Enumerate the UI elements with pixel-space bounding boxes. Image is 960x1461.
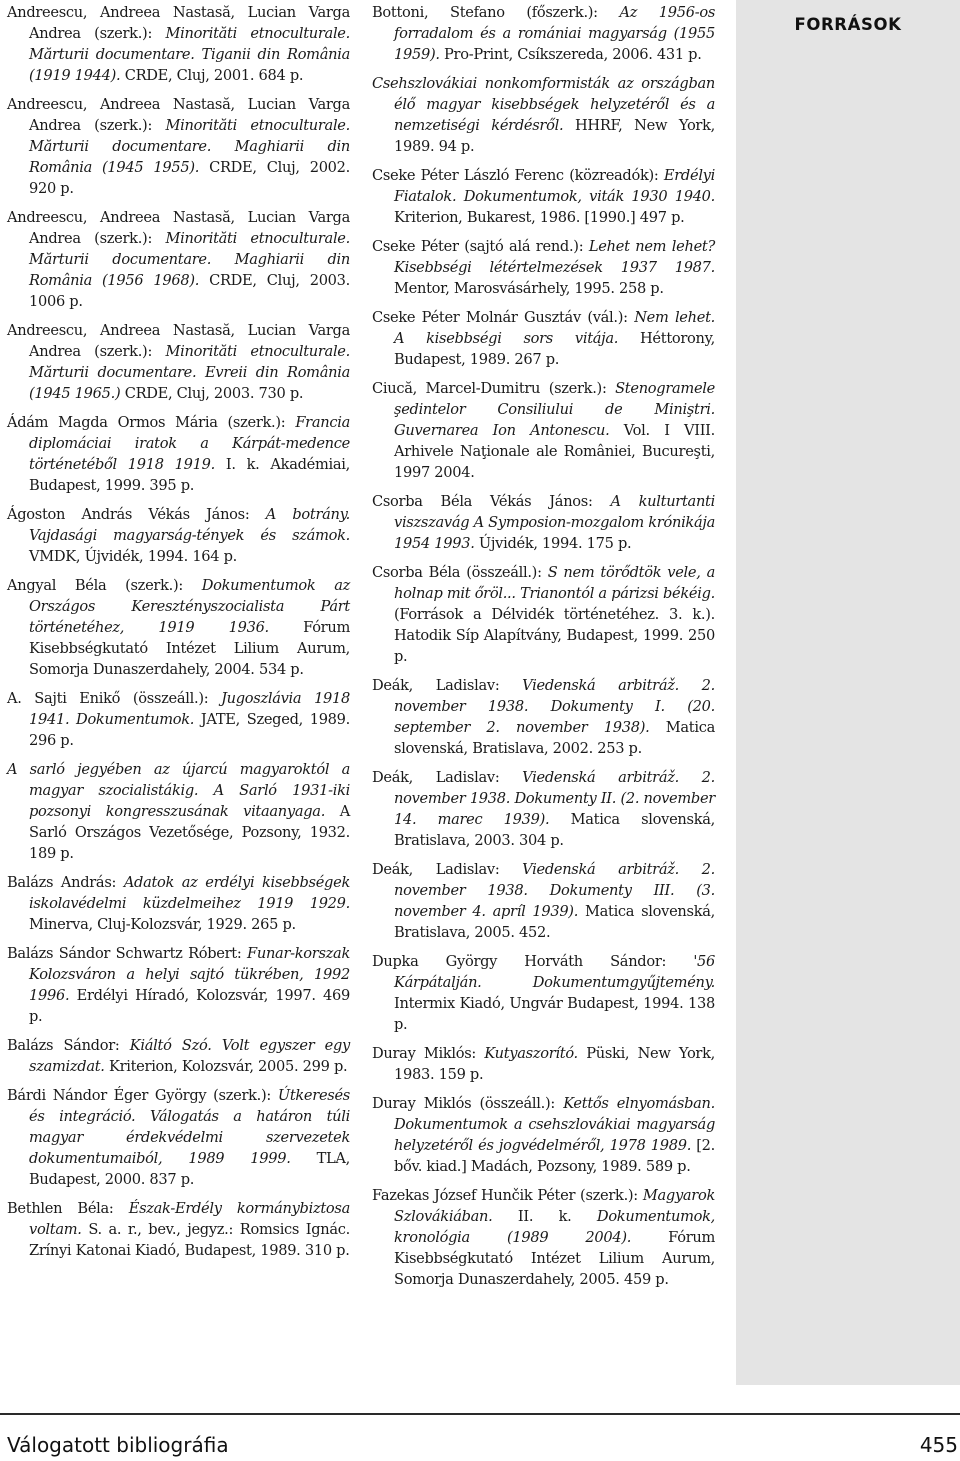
entry-text: Bárdi Nándor Éger György (szerk.):: [7, 1087, 278, 1104]
bibliography-entry: [372, 1043, 715, 1085]
bibliography-entry: [7, 1198, 350, 1261]
entry-text: [2. bőv. kiad.] Madách, Pozsony, 1989. 589 p.: [394, 1137, 716, 1175]
entry-text: Kriterion, Kolozsvár, 2005. 299 p.: [104, 1058, 348, 1075]
bibliography-entry: [7, 759, 350, 864]
entry-text: Bottoni, Stefano (főszerk.):: [372, 4, 620, 21]
entry-title: Útkeresés és integráció. Válogatás a határon túli magyar érdekvédelmi szervezetek dokumentumaiból, 1989 1999.: [29, 1087, 350, 1167]
bibliography-entry: [372, 1185, 715, 1290]
entry-title: '56 Kárpátalján. Dokumentumgyűjtemény.: [394, 953, 715, 991]
entry-title: Csehszlovákiai nonkomformisták az országban élő magyar kisebbségek helyzetéről és a nemzetiségi kérdésről.: [372, 75, 715, 134]
bibliography-entry: [372, 767, 715, 851]
bibliography-entry: [372, 2, 715, 65]
entry-title: Dokumentumok az Országos Keresztényszocialista Párt történetéhez, 1919 1936.: [29, 577, 350, 636]
entry-title: A kulturtanti viszszavág A Symposion-mozgalom krónikája 1954 1993.: [394, 493, 715, 552]
entry-title: Minorităti etnoculturale. Mărturii documentare. Maghiarii din România (1956 1968).: [29, 230, 350, 289]
entry-text: I. k. Akadémiai, Budapest, 1999. 395 p.: [29, 456, 351, 494]
bibliography-entry: [7, 207, 350, 312]
entry-text: Deák, Ladislav:: [372, 677, 523, 694]
entry-text: CRDE, Cluj, 2003. 1006 p.: [29, 272, 350, 310]
entry-title: Jugoszlávia 1918 1941. Dokumentumok.: [29, 690, 351, 728]
bibliography-entry: [7, 1085, 350, 1190]
bibliography-entry: [372, 307, 715, 370]
entry-title: Viedenská arbitráž. 2. november 1938. Dokumenty I. (20. september 2. november 1938).: [394, 677, 716, 736]
bibliography-entry: [7, 872, 350, 935]
entry-text: Cseke Péter Molnár Gusztáv (vál.):: [372, 309, 635, 326]
entry-title: Kettős elnyomásban. Dokumentumok a csehszlovákiai magyarság helyzetéről és jogvédelméről, 1978 1989.: [394, 1095, 715, 1154]
entry-title: Francia diplomáciai iratok a Kárpát-medence történetéből 1918 1919.: [29, 414, 350, 473]
entry-title: Viedenská arbitráž. 2. november 1938. Dokumenty III. (3. november 4. apríl 1939).: [394, 861, 716, 920]
entry-text: Andreescu, Andreea Nastasă, Lucian Varga Andrea (szerk.):: [7, 322, 350, 360]
entry-text: II. k.: [492, 1208, 597, 1225]
entry-text: Balázs Sándor:: [7, 1037, 130, 1054]
entry-text: HHRF, New York, 1989. 94 p.: [394, 117, 715, 155]
entry-text: Minerva, Cluj-Kolozsvár, 1929. 265 p.: [29, 916, 296, 933]
entry-text: Andreescu, Andreea Nastasă, Lucian Varga Andrea (szerk.):: [7, 209, 350, 247]
bibliography-entry: [7, 412, 350, 496]
entry-text: Deák, Ladislav:: [372, 769, 523, 786]
bibliography-entry: [7, 943, 350, 1027]
bibliography-entry: [372, 1093, 715, 1177]
bibliography-entry: [372, 491, 715, 554]
entry-text: Fórum Kisebbségkutató Intézet Lilium Aurum, Somorja Dunaszerdahely, 2005. 459 p.: [394, 1229, 716, 1288]
entry-text: Erdélyi Híradó, Kolozsvár, 1997. 469 p.: [29, 987, 350, 1025]
entry-text: Duray Miklós (összeáll.):: [372, 1095, 564, 1112]
entry-text: Püski, New York, 1983. 159 p.: [394, 1045, 715, 1083]
footer-divider: [0, 1413, 960, 1415]
entry-title: A botrány. Vajdasági magyarság-tények és számok.: [29, 506, 350, 544]
entry-text: Bethlen Béla:: [7, 1200, 129, 1217]
entry-text: CRDE, Cluj, 2001. 684 p.: [120, 67, 304, 84]
entry-text: Héttorony, Budapest, 1989. 267 p.: [394, 330, 715, 368]
bibliography-entry: [372, 859, 715, 943]
entry-text: Duray Miklós:: [372, 1045, 485, 1062]
footer-section-label: Válogatott bibliográfia: [7, 1433, 229, 1457]
entry-title: Adatok az erdélyi kisebbségek iskolavédelmi küzdelmeihez 1919 1929.: [29, 874, 350, 912]
entry-title: Lehet nem lehet? Kisebbségi létértelmezések 1937 1987.: [394, 238, 716, 276]
bibliography-entry: [372, 378, 715, 483]
entry-text: Kriterion, Bukarest, 1986. [1990.] 497 p.: [394, 209, 685, 226]
entry-text: Csorba Béla (összeáll.):: [372, 564, 548, 581]
entry-text: Angyal Béla (szerk.):: [7, 577, 202, 594]
entry-title: Nem lehet. A kisebbségi sors vitája.: [394, 309, 715, 347]
entry-title: Kutyaszorító.: [484, 1045, 578, 1062]
entry-title: Az 1956-os forradalom és a romániai magyarság (1955 1959).: [394, 4, 716, 63]
entry-text: Matica slovenská, Bratislava, 2002. 253 p.: [394, 719, 715, 757]
entry-title: Minorităti etnoculturale. Mărturii documentare. Evreii din România (1945 1965.): [29, 343, 350, 402]
entry-text: Ádám Magda Ormos Mária (szerk.):: [7, 414, 296, 431]
bibliography-entry: [7, 320, 350, 404]
entry-text: Cseke Péter László Ferenc (közreadók):: [372, 167, 664, 184]
entry-text: Balázs Sándor Schwartz Róbert:: [7, 945, 248, 962]
entry-text: Matica slovenská, Bratislava, 2005. 452.: [394, 903, 716, 941]
entry-text: Matica slovenská, Bratislava, 2003. 304 p.: [394, 811, 715, 849]
entry-text: Ágoston András Vékás János:: [7, 506, 266, 523]
entry-text: A Sarló Országos Vezetősége, Pozsony, 1932. 189 p.: [29, 803, 350, 862]
entry-text: Andreescu, Andreea Nastasă, Lucian Varga Andrea (szerk.):: [7, 4, 350, 42]
bibliography-right-column: [372, 2, 715, 1298]
entry-text: Mentor, Marosvásárhely, 1995. 258 p.: [394, 280, 664, 297]
entry-text: VMDK, Újvidék, 1994. 164 p.: [29, 548, 237, 565]
entry-text: JATE, Szeged, 1989. 296 p.: [29, 711, 350, 749]
bibliography-entry: [7, 2, 350, 86]
entry-title: A sarló jegyében az újarcú magyaroktól a magyar szocialistákig. A Sarló 1931-iki pozsonyi kongresszusának vitaanyaga.: [7, 761, 350, 820]
entry-text: Pro-Print, Csíkszereda, 2006. 431 p.: [439, 46, 702, 63]
bibliography-entry: [372, 165, 715, 228]
entry-title: Viedenská arbitráž. 2. november 1938. Dokumenty II. (2. november 14. marec 1939).: [394, 769, 716, 828]
bibliography-entry: [372, 951, 715, 1035]
section-title: FORRÁSOK: [794, 15, 902, 34]
entry-title: Minorităti etnoculturale. Mărturii documentare. Maghiarii din România (1945 1955).: [29, 117, 350, 176]
entry-text: Ciucă, Marcel-Dumitru (szerk.):: [372, 380, 616, 397]
entry-text: TLA, Budapest, 2000. 837 p.: [29, 1150, 351, 1188]
bibliography-entry: [372, 562, 715, 667]
bibliography-entry: [372, 675, 715, 759]
bibliography-entry: [372, 73, 715, 157]
entry-text: Balázs András:: [7, 874, 124, 891]
entry-title: Dokumentumok, kronológia (1989 2004).: [394, 1208, 715, 1246]
bibliography-entry: [7, 1035, 350, 1077]
bibliography-entry: [372, 236, 715, 299]
entry-text: Fazekas József Hunčik Péter (szerk.):: [372, 1187, 643, 1204]
entry-title: Észak-Erdély kormánybiztosa voltam.: [29, 1200, 350, 1238]
entry-text: A. Sajti Enikő (összeáll.):: [7, 690, 222, 707]
bibliography-entry: [7, 504, 350, 567]
entry-title: Minorităti etnoculturale. Mărturii documentare. Tiganii din România (1919 1944).: [29, 25, 350, 84]
entry-text: Intermix Kiadó, Ungvár Budapest, 1994. 138 p.: [394, 995, 715, 1033]
bibliography-entry: [7, 94, 350, 199]
page-number: 455: [919, 1433, 958, 1457]
entry-text: Vol. I VIII. Arhivele Naţionale ale României, Bucureşti, 1997 2004.: [394, 422, 715, 481]
entry-text: Fórum Kisebbségkutató Intézet Lilium Aurum, Somorja Dunaszerdahely, 2004. 534 p.: [29, 619, 350, 678]
entry-text: Csorba Béla Vékás János:: [372, 493, 611, 510]
entry-text: Andreescu, Andreea Nastasă, Lucian Varga Andrea (szerk.):: [7, 96, 350, 134]
entry-text: CRDE, Cluj, 2002. 920 p.: [29, 159, 350, 197]
entry-text: Újvidék, 1994. 175 p.: [474, 535, 632, 552]
entry-text: Dupka György Horváth Sándor:: [372, 953, 694, 970]
entry-text: (Források a Délvidék történetéhez. 3. k.). Hatodik Síp Alapítvány, Budapest, 1999. 250 p.: [394, 606, 715, 665]
entry-title: Magyarok Szlovákiában.: [394, 1187, 715, 1225]
entry-title: Erdélyi Fiatalok. Dokumentumok, viták 1930 1940.: [394, 167, 715, 205]
entry-text: Deák, Ladislav:: [372, 861, 523, 878]
entry-title: Funar-korszak Kolozsváron a helyi sajtó tükrében, 1992 1996.: [29, 945, 350, 1004]
entry-text: Cseke Péter (sajtó alá rend.):: [372, 238, 589, 255]
bibliography-entry: [7, 575, 350, 680]
sources-side-panel: [736, 0, 960, 1385]
entry-title: Kiáltó Szó. Volt egyszer egy szamizdat.: [29, 1037, 350, 1075]
entry-title: S nem törődtök vele, a holnap mit őröl... Trianontól a párizsi békéig.: [394, 564, 715, 602]
entry-text: CRDE, Cluj, 2003. 730 p.: [120, 385, 304, 402]
bibliography-left-column: [7, 2, 350, 1269]
bibliography-entry: [7, 688, 350, 751]
entry-title: Stenogramele şedintelor Consiliului de Miniştri. Guvernarea Ion Antonescu.: [394, 380, 715, 439]
entry-text: S. a. r., bev., jegyz.: Romsics Ignác. Zrínyi Katonai Kiadó, Budapest, 1989. 310 p.: [29, 1221, 350, 1259]
